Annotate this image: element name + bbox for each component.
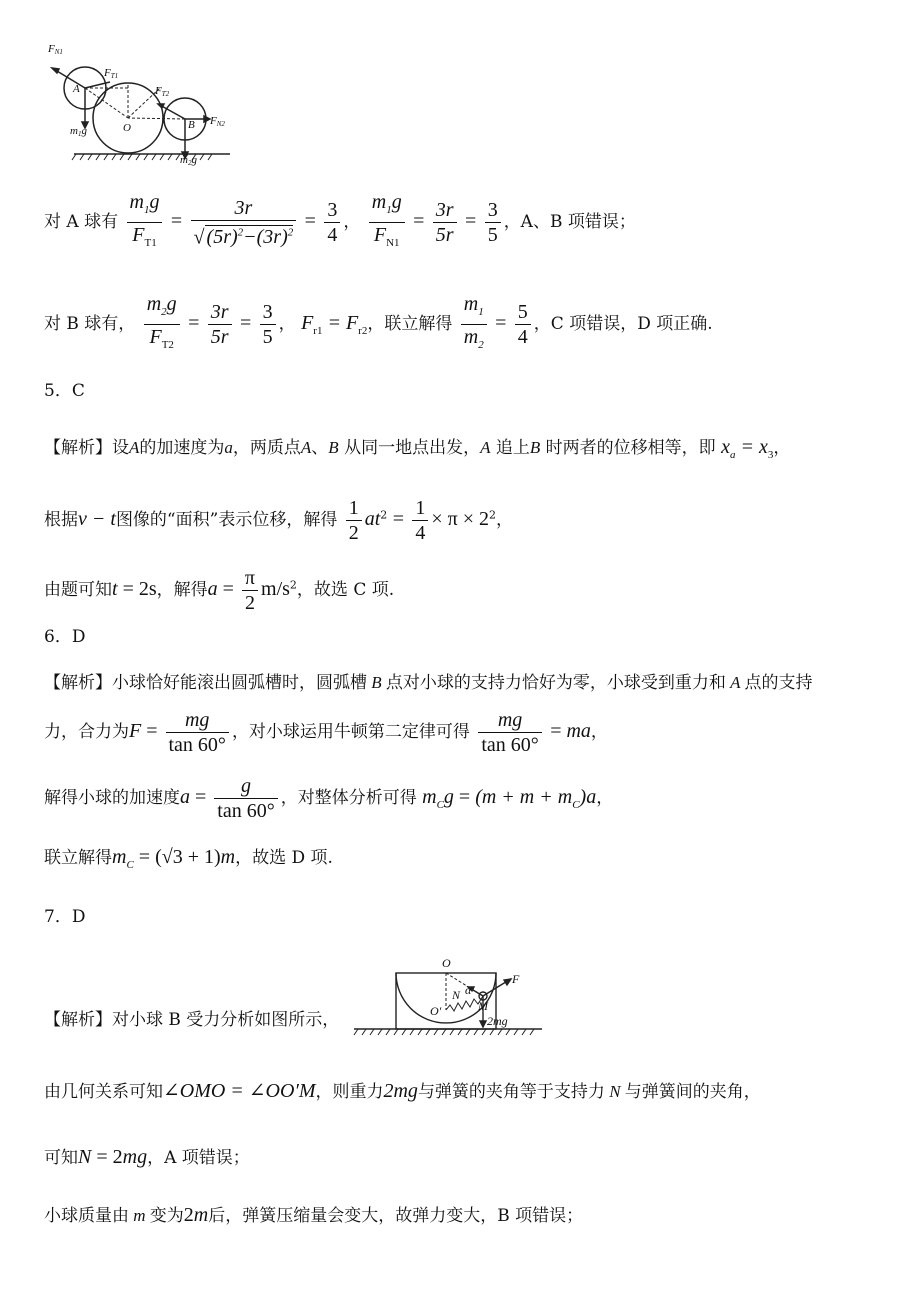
- q5-line3: 由题可知t = 2s，解得a = $\frac{\pi}{2}$ $m/s^2$，故选 C 项.: [44, 567, 395, 614]
- q5-line1: 【解析】设A的加速度为a，两质点A、B 从同一地点出发，A 追上B 时两者的位移相等，即 $x_a = x_3$，: [44, 436, 791, 461]
- q5-label: 5．C: [44, 381, 85, 401]
- q6-label: 6．D: [44, 627, 86, 647]
- label-m: M: [478, 999, 488, 1013]
- label-alpha: α: [465, 983, 472, 997]
- label-fn2: FN2: [210, 115, 225, 128]
- q7-line4: 小球质量由 m 变为2m后，弹簧压缩量会变大，故弹力变大，B 项错误；: [44, 1204, 584, 1226]
- label-n: N: [452, 988, 461, 1002]
- label-b: B: [188, 119, 195, 131]
- q6-line4: 联立解得$m_C = (√3 + 1)m$，故选 D 项.: [44, 846, 333, 871]
- para-b: 对 B 球有， $\frac{m_2g}{F_{T2}}$ = $\frac{3r}{5r}$ = $\frac{3}{5}$ ， $F_{r1} = F_{r2}$，联立解得 $\frac{m_1}{m_2}$ = $\frac{5}{4}$ ，C 项错误，D 项正确.: [44, 293, 713, 351]
- label-o: O: [123, 122, 131, 134]
- para-a: 对 A 球有 $\frac{m_1g}{F_{T1}}$ = $\frac{3r}{√ (5r)^2-(3r)^2}$ = $\frac{3}{4}$ ， $\frac{m_1g}{F_{N1}}$ = $\frac{3r}{5r}$ = $\frac{3}{5}$ ，A、B 项错误；: [44, 191, 636, 249]
- figure-spring-bowl: [352, 955, 547, 1040]
- q7-label: 7．D: [44, 907, 86, 927]
- q6-line1: 【解析】小球恰好能滚出圆弧槽时，圆弧槽 B 点对小球的支持力恰好为零，小球受到重力和 A 点的支持: [44, 673, 813, 693]
- q7-line2: 由几何关系可知∠OMO = ∠OO′M，则重力2mg与弹簧的夹角等于支持力 N 与弹簧间的夹角，: [44, 1080, 761, 1102]
- label-2mg: 2mg: [487, 1014, 508, 1028]
- label-ft1: FT1: [104, 67, 119, 80]
- label-ft2: FT2: [155, 85, 170, 98]
- label-m2g: m2g: [180, 154, 197, 167]
- q7-line1: 【解析】对小球 B 受力分析如图所示，: [44, 1010, 340, 1030]
- q5-line2: 根据v − t图像的“面积”表示位移，解得 $\frac{1}{2}$ $at^2$ = $\frac{1}{4}$ × $\pi \times 2^2$，: [44, 497, 514, 544]
- q6-line2: 力，合力为F = $\frac{mg}{\tan 60^\circ}$ ，对小球运用牛顿第二定律可得 $\frac{mg}{\tan 60^\circ}$ = ma，: [44, 709, 608, 756]
- label-m1g: m1g: [70, 125, 87, 138]
- label-f: F: [512, 972, 520, 986]
- figure-forces-three-balls: [40, 38, 245, 168]
- q6-line3: 解得小球的加速度a = $\frac{g}{\tan 60^\circ}$ ，对整体分析可得 $m_Cg = (m + m + m_C)a$，: [44, 775, 614, 822]
- label-o: O: [442, 956, 451, 970]
- label-fn1: FN1: [48, 43, 63, 56]
- label-a: A: [73, 83, 80, 95]
- q7-line3: 可知N = 2mg，A 项错误；: [44, 1146, 250, 1168]
- label-o-prime: O′: [430, 1004, 442, 1018]
